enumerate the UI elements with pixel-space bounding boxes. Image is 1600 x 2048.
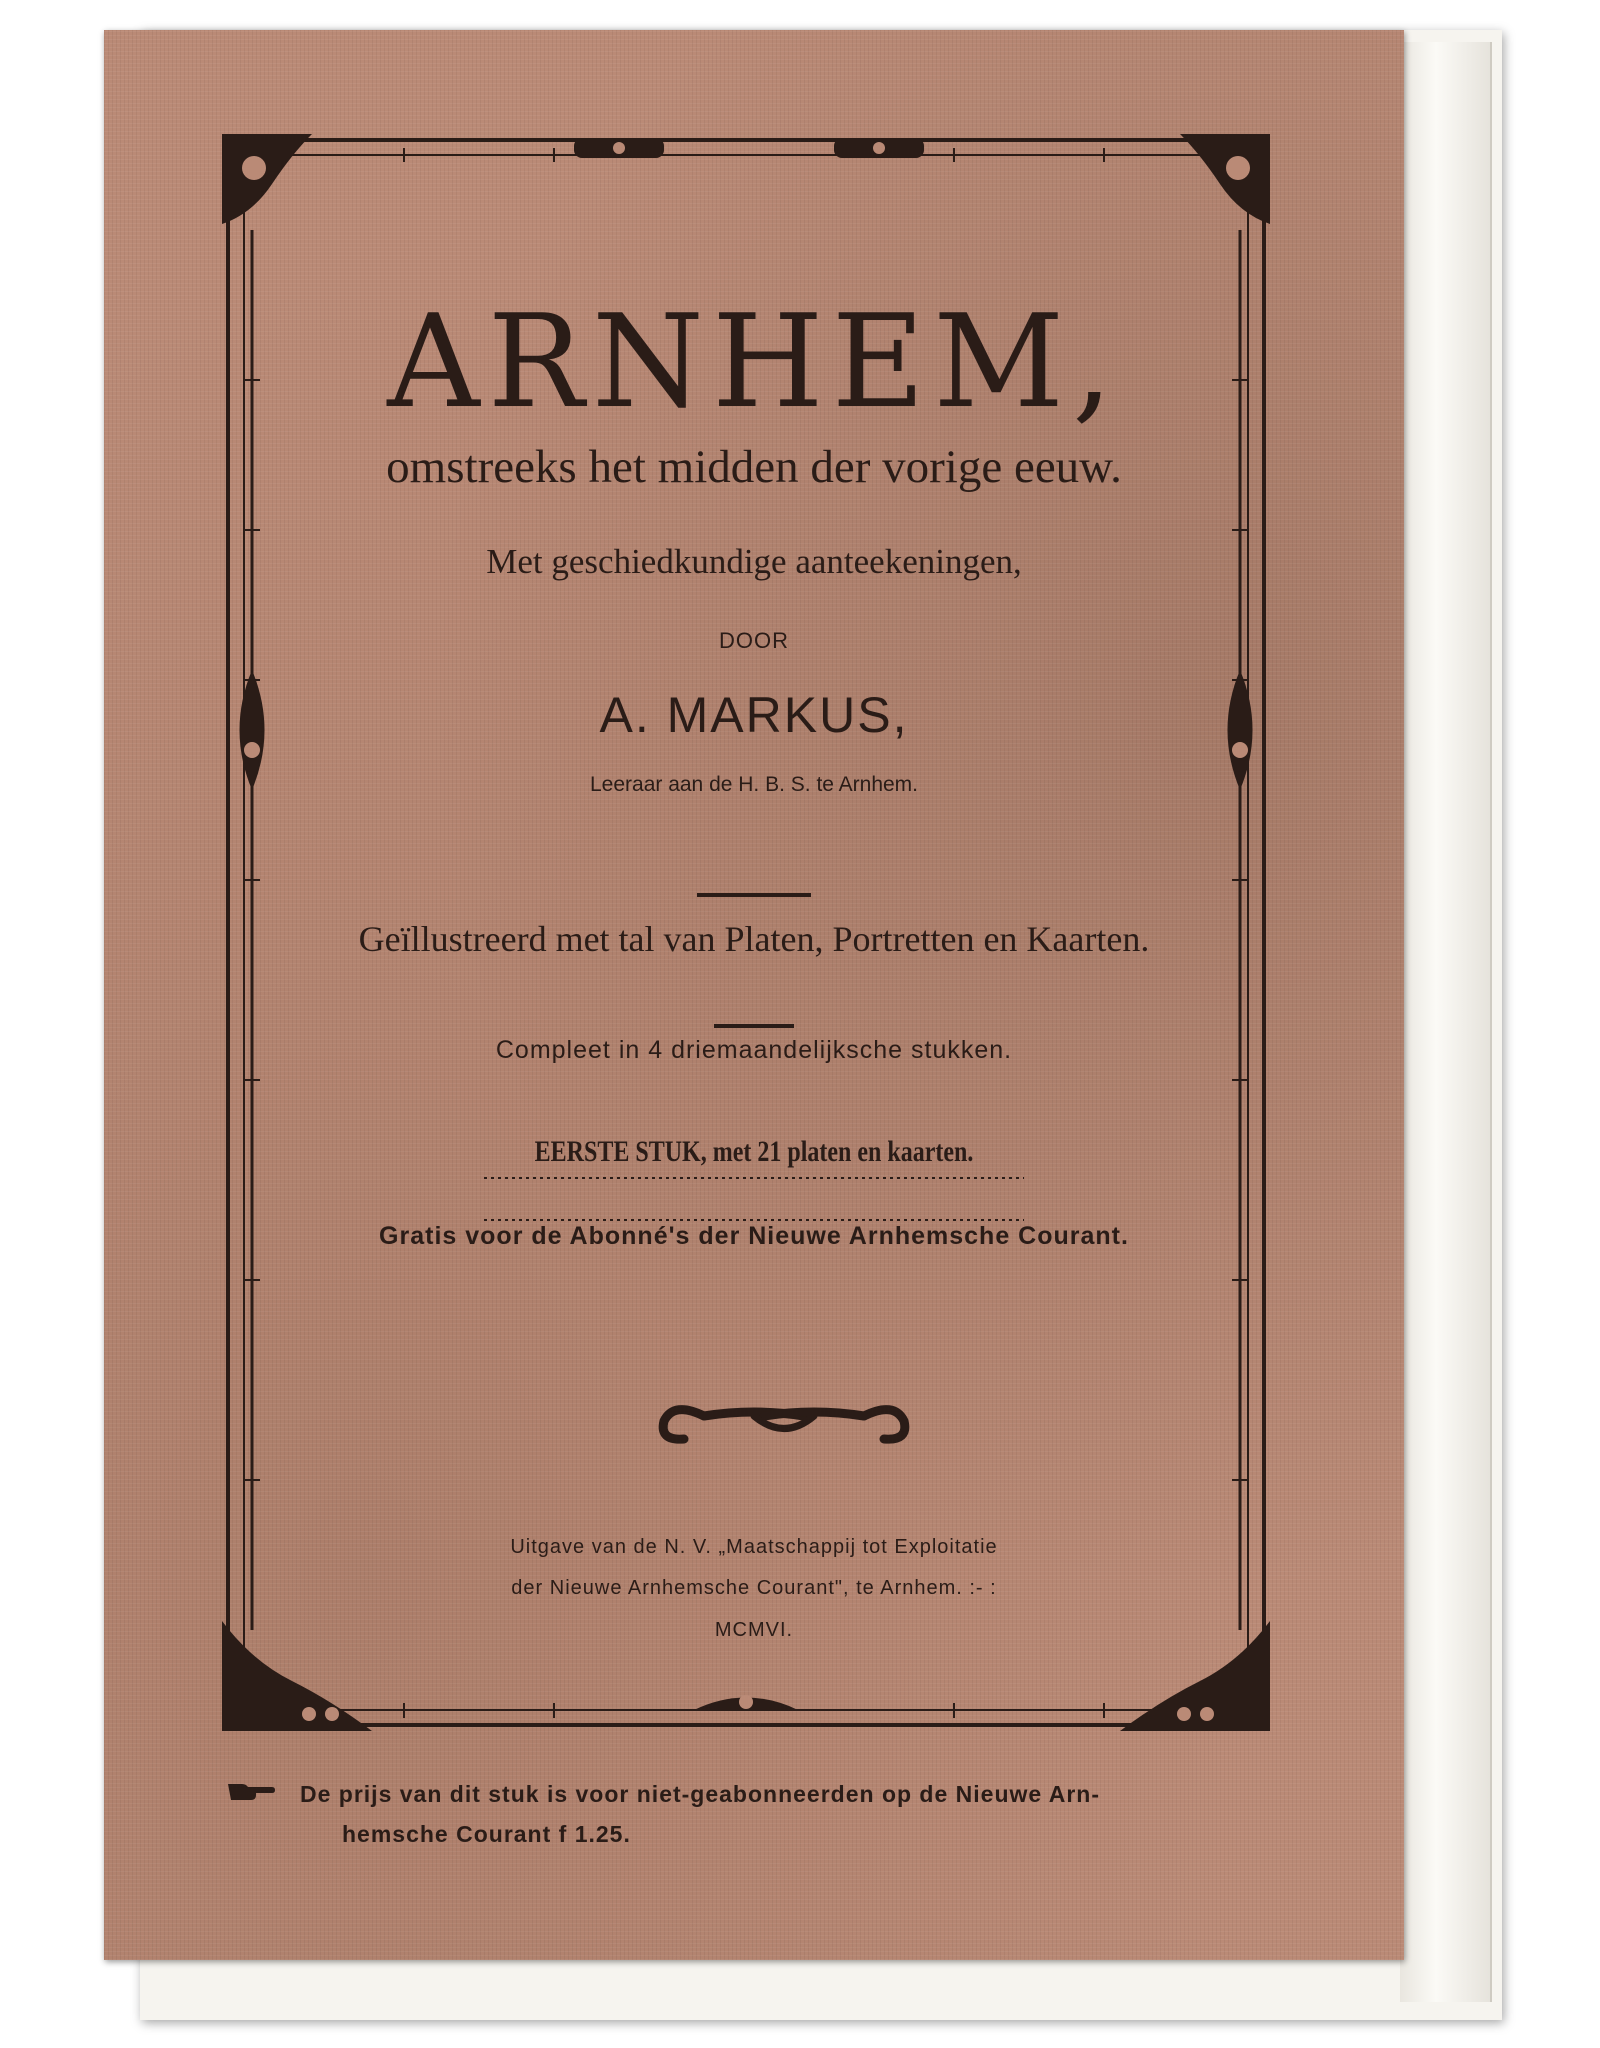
divider-rule-1 xyxy=(697,893,811,897)
book-subtitle: omstreeks het midden der vorige eeuw. xyxy=(386,441,1122,493)
door-label: DOOR xyxy=(719,628,789,653)
complete-line: Compleet in 4 driemaandelijksche stukken. xyxy=(495,1036,1013,1064)
book-cover xyxy=(104,30,1404,1960)
first-part-line: EERSTE STUK, met 21 platen en kaarten. xyxy=(534,1135,974,1168)
bottom-ornament-icon xyxy=(694,1695,798,1710)
book-title: ARNHEM, xyxy=(387,288,1121,437)
notes-line: Met geschiedkundige aanteekeningen, xyxy=(486,542,1022,581)
pointing-hand-icon xyxy=(226,1780,276,1802)
scroll-ornament-icon xyxy=(663,1410,905,1440)
price-note-line-2: hemsche Courant f 1.25. xyxy=(342,1821,631,1847)
author-name: A. MARKUS, xyxy=(599,687,909,743)
price-note-line-1: De prijs van dit stuk is voor niet-geabonneerden op de Nieuwe Arn- xyxy=(300,1781,1100,1807)
publisher-line-2: der Nieuwe Arnhemsche Courant", te Arnhem. :- : xyxy=(511,1577,997,1599)
author-role: Leeraar aan de H. B. S. te Arnhem. xyxy=(589,773,919,796)
publication-year: MCMVI. xyxy=(714,1619,794,1641)
divider-rule-2 xyxy=(714,1024,794,1028)
illustrated-line: Geïllustreerd met tal van Platen, Portretten en Kaarten. xyxy=(358,919,1150,959)
page-edges xyxy=(1400,42,1492,2002)
price-note xyxy=(300,1774,1250,1854)
publisher-line-1: Uitgave van de N. V. „Maatschappij tot Exploitatie xyxy=(510,1536,998,1558)
gratis-line: Gratis voor de Abonné's der Nieuwe Arnhemsche Courant. xyxy=(379,1222,1129,1250)
